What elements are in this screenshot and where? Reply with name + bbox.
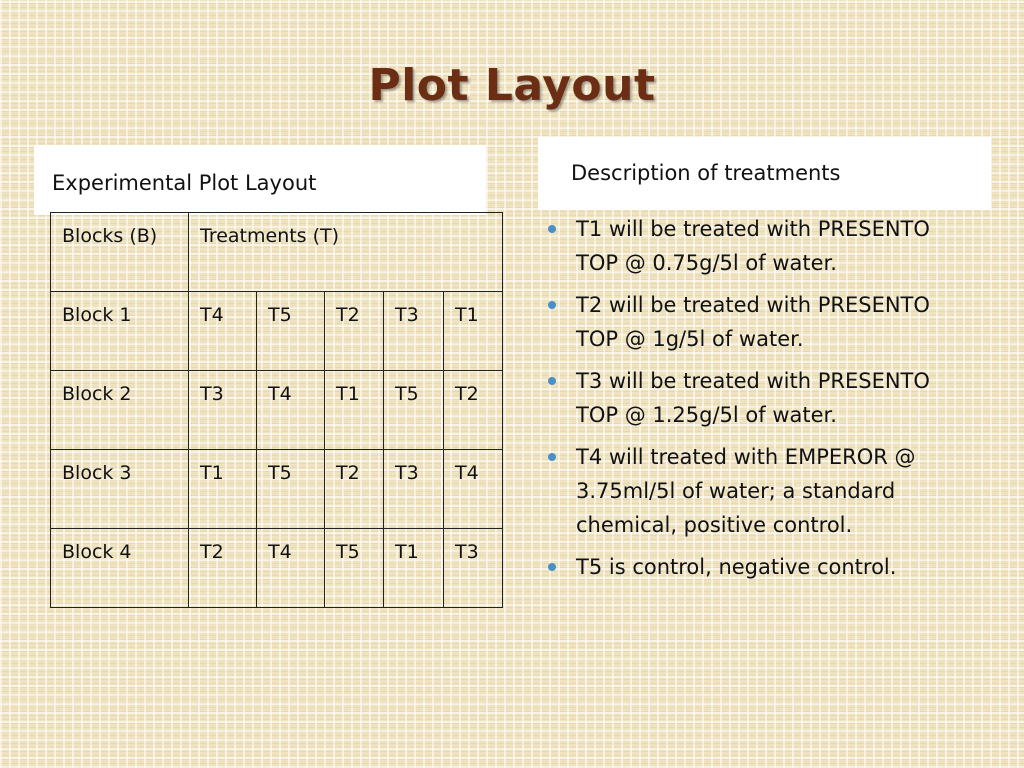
treatment-cell: T4 (189, 292, 257, 371)
experimental-plot-layout-label (34, 145, 486, 215)
table-row (51, 292, 503, 371)
list-item: T3 will be treated with PRESENTO TOP @ 1.25g/5l of water. (546, 364, 966, 432)
list-item: T4 will treated with EMPEROR @ 3.75ml/5l of water; a standard chemical, positive control. (546, 440, 966, 542)
treatment-cell: T2 (189, 529, 257, 608)
experimental-plot-layout-text: Experimental Plot Layout (52, 171, 317, 195)
block-label: Block 4 (51, 529, 189, 608)
treatment-cell: T5 (257, 450, 325, 529)
treatment-cell: T1 (189, 450, 257, 529)
table-row (51, 450, 503, 529)
list-item: T2 will be treated with PRESENTO TOP @ 1g/5l of water. (546, 288, 966, 356)
treatment-cell: T5 (384, 371, 444, 450)
header-blocks: Blocks (B) (51, 213, 189, 292)
treatment-cell: T2 (325, 292, 384, 371)
list-item: T1 will be treated with PRESENTO TOP @ 0.75g/5l of water. (546, 212, 966, 280)
treatment-cell: T5 (257, 292, 325, 371)
block-label: Block 1 (51, 292, 189, 371)
treatment-cell: T1 (444, 292, 503, 371)
treatment-cell: T3 (384, 450, 444, 529)
treatment-cell: T3 (444, 529, 503, 608)
treatment-cell: T2 (325, 450, 384, 529)
treatment-cell: T4 (444, 450, 503, 529)
table-row (51, 529, 503, 608)
treatment-cell: T3 (384, 292, 444, 371)
table-header-row (51, 213, 503, 292)
block-label: Block 2 (51, 371, 189, 450)
header-treatments: Treatments (T) (189, 213, 503, 292)
treatment-cell: T3 (189, 371, 257, 450)
description-of-treatments-text: Description of treatments (571, 161, 841, 185)
treatment-description-list (546, 212, 966, 592)
table-row (51, 371, 503, 450)
description-of-treatments-label (538, 137, 991, 210)
treatment-cell: T4 (257, 371, 325, 450)
treatment-cell: T2 (444, 371, 503, 450)
block-label: Block 3 (51, 450, 189, 529)
treatment-cell: T1 (384, 529, 444, 608)
treatment-cell: T5 (325, 529, 384, 608)
plot-layout-table (50, 212, 503, 608)
slide-title: Plot Layout (368, 60, 656, 111)
treatment-cell: T4 (257, 529, 325, 608)
treatment-cell: T1 (325, 371, 384, 450)
list-item: T5 is control, negative control. (546, 550, 966, 584)
